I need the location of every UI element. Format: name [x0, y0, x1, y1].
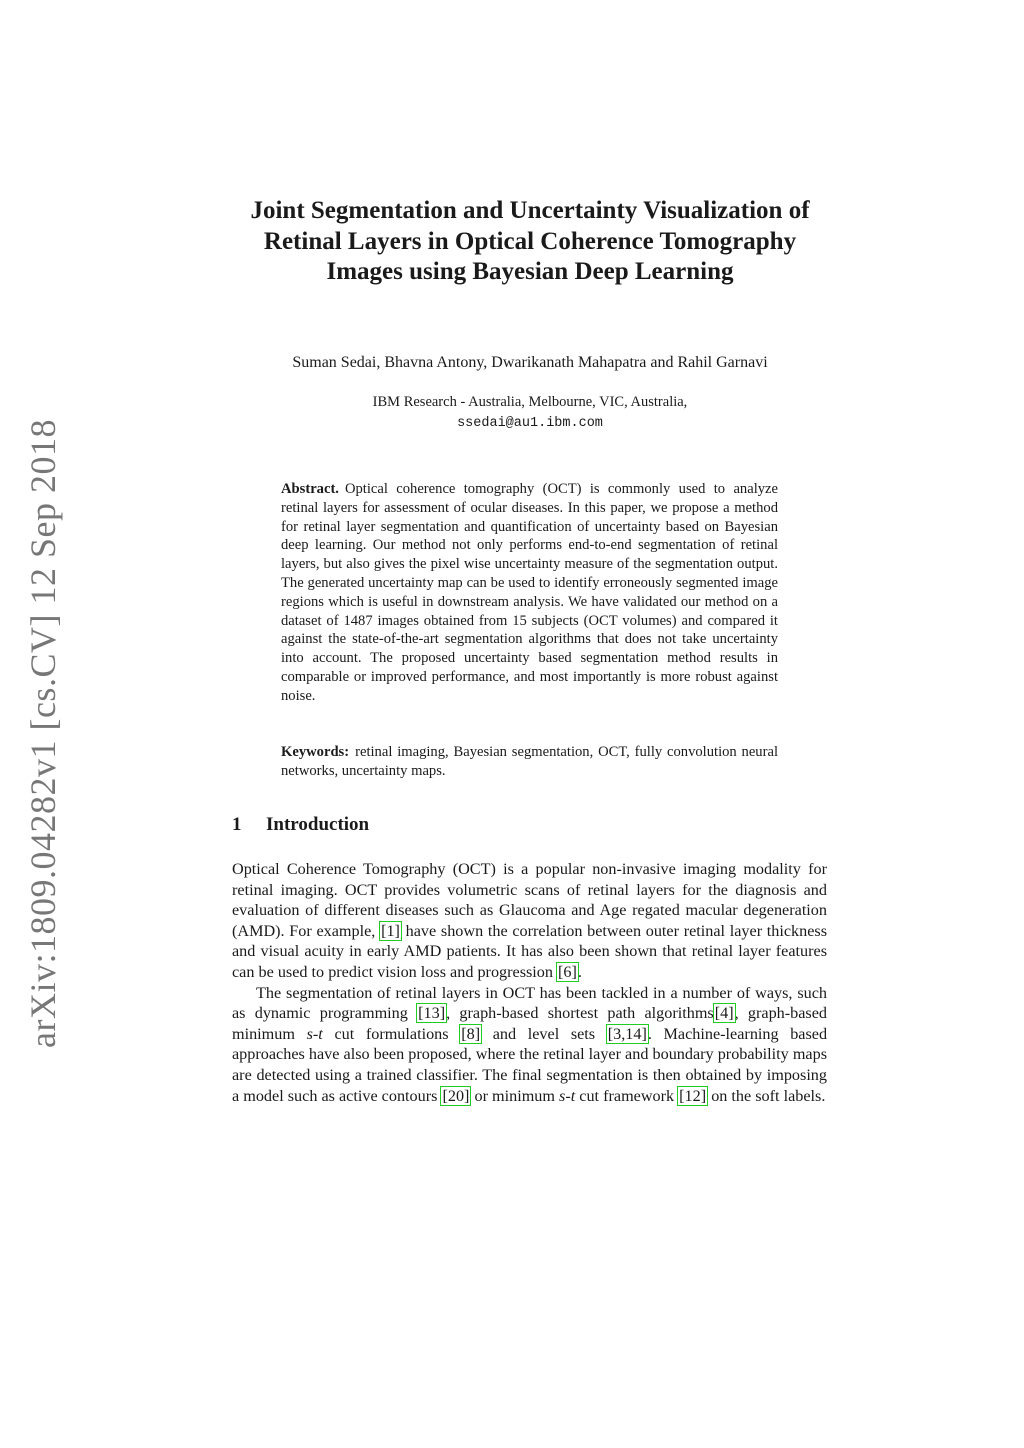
text-run: Optical Coherence Tomography (OCT) is a popular non-invasive imaging modality for retinal imaging. OCT provides volumetric scans of retinal layers for the diagnosis and evaluation of different diseases such as Glaucoma and Age regated macular degeneration (AMD). For example, [232, 860, 827, 940]
text-run: . [577, 962, 582, 981]
math-symbol: s-t [306, 1024, 323, 1043]
text-run: cut formulations [334, 1024, 449, 1043]
paper-title: Joint Segmentation and Uncertainty Visualization of Retinal Layers in Optical Coherence Tomography Images using Bayesian Deep Learning [250, 197, 810, 285]
text-run: . Machine-learning based approaches have also been proposed, where the retinal layer and boundary probability maps are detected using a trained classifier. The final segmentation is then obtained by imposing a model such as active contours [232, 1024, 828, 1105]
text-run: , graph-based shortest path algorithms [446, 1004, 714, 1023]
intro-paragraph-2 [232, 983, 827, 1107]
text-run: have shown the correlation between outer retinal layer thickness and visual acuity in early AMD patients. It has also been shown that retinal layer features can be used to predict vision loss and progression [232, 921, 828, 981]
section-number: 1 [232, 814, 242, 835]
affiliation: IBM Research - Australia, Melbourne, VIC, Australia, [372, 394, 688, 410]
abstract-text: Optical coherence tomography (OCT) is commonly used to analyze retinal layers for assessment of ocular diseases. In this paper, we propose a method for retinal layer segmentation and quantification of uncertainty based on Bayesian deep learning. Our method not only performs end-to-end segmentation of retinal layers, but also gives the pixel wise uncertainty measure of the segmentation output. The generated uncertainty map can be used to identify erroneously segmented image regions which is useful in downstream analysis. We have validated our method on a dataset of 1487 images obtained from 15 subjects (OCT volumes) and compared it against the state-of-the-art segmentation algorithms that does not take uncertainty into account. The proposed uncertainty based segmentation method results in comparable or improved performance, and most importantly is more robust against noise. [281, 481, 778, 704]
keywords-label: Keywords: [281, 744, 350, 760]
text-run: on the soft labels. [711, 1086, 826, 1105]
section-heading [232, 814, 369, 836]
text-run: cut framework [579, 1086, 675, 1105]
abstract-label: Abstract. [281, 481, 339, 497]
text-run: , graph-based minimum [232, 1004, 828, 1043]
keywords [281, 743, 778, 781]
math-symbol: s-t [559, 1086, 576, 1105]
author-email[interactable]: ssedai@au1.ibm.com [457, 416, 603, 431]
text-run: and level sets [492, 1024, 596, 1043]
citation-link[interactable]: [20] [442, 1086, 470, 1105]
abstract [281, 480, 778, 706]
intro-paragraph-1 [232, 859, 827, 983]
citation-link[interactable]: [3,14] [607, 1024, 647, 1043]
section-title: Introduction [266, 814, 370, 835]
introduction-body [232, 859, 827, 1106]
citation-link[interactable]: [4] [714, 1004, 734, 1023]
citation-link[interactable]: [13] [418, 1004, 446, 1023]
citation-link[interactable]: [1] [381, 921, 400, 940]
author-list: Suman Sedai, Bhavna Antony, Dwarikanath Mahapatra and Rahil Garnavi [292, 354, 768, 371]
citation-link[interactable]: [6] [558, 962, 577, 981]
affiliation-block [200, 392, 860, 434]
citation-link[interactable]: [12] [679, 1086, 707, 1105]
arxiv-identifier: arXiv:1809.04282v1 [cs.CV] 12 Sep 2018 [23, 419, 63, 1048]
text-run: or minimum [474, 1086, 555, 1105]
text-run: The segmentation of retinal layers in OCT has been tackled in a number of ways, such as dynamic programming [232, 983, 827, 1023]
keywords-text: retinal imaging, Bayesian segmentation, OCT, fully convolution neural networks, uncertainty maps. [281, 744, 778, 779]
citation-link[interactable]: [8] [461, 1024, 481, 1043]
